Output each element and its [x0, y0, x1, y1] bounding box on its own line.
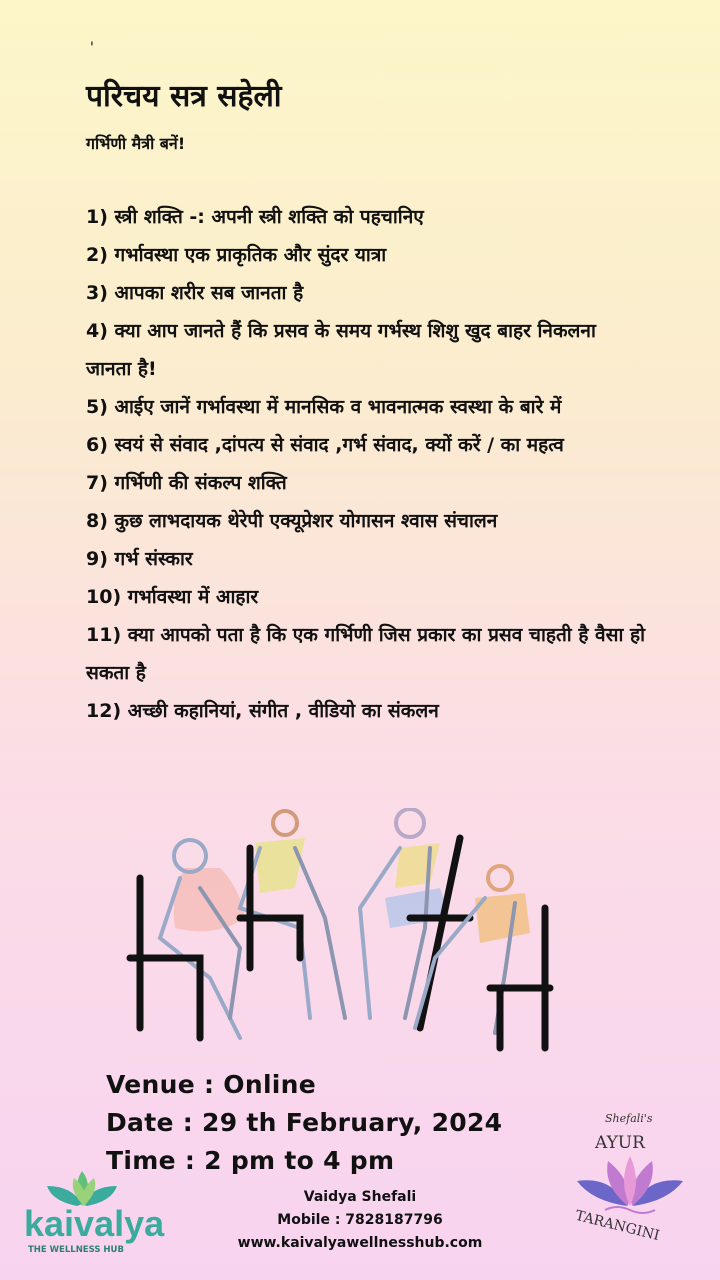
women-circle-illustration — [120, 808, 560, 1058]
ayur-tarangini-logo — [565, 1106, 700, 1256]
topic-list — [86, 198, 646, 730]
venue-text: Venue : Online — [106, 1070, 317, 1099]
list-item: 2) गर्भावस्था एक प्राकृतिक और सुंदर यात्रा — [86, 244, 387, 266]
list-item: 5) आईए जानें गर्भावस्था में मानसिक व भावनात्मक स्वस्था के बारे में — [86, 396, 562, 418]
header-mark: ' — [90, 40, 94, 56]
seated-woman-figure — [360, 809, 470, 1028]
list-item: 6) स्वयं से संवाद ,दांपत्य से संवाद ,गर्भ संवाद, क्यों करें / का महत्व — [86, 434, 564, 456]
contact-block — [210, 1186, 510, 1255]
list-item: 8) कुछ लाभदायक थेरेपी एक्यूप्रेशर योगासन श्वास संचालन — [86, 510, 498, 532]
list-item: 12) अच्छी कहानियां, संगीत , वीडियो का संकलन — [86, 700, 439, 722]
list-item: 3) आपका शरीर सब जानता है — [86, 282, 304, 304]
list-item: 7) गर्भिणी की संकल्प शक्ति — [86, 472, 287, 494]
list-item: 10) गर्भावस्था में आहार — [86, 586, 259, 608]
lotus-icon — [47, 1171, 117, 1206]
kaivalya-brand-text: kaivalya — [24, 1203, 165, 1244]
time-text: Time : 2 pm to 4 pm — [106, 1146, 395, 1175]
logo-top-text: Shefali's — [605, 1112, 653, 1125]
kaivalya-tagline: THE WELLNESS HUB — [28, 1245, 124, 1255]
contact-name: Vaidya Shefali — [303, 1189, 417, 1205]
contact-mobile: Mobile : 7828187796 — [277, 1212, 443, 1228]
seated-woman-figure — [240, 811, 345, 1018]
lotus-icon — [577, 1156, 683, 1213]
kaivalya-logo — [22, 1168, 192, 1258]
page-title: परिचय सत्र सहेली — [86, 79, 282, 114]
list-item: 11) क्या आपको पता है कि एक गर्भिणी जिस प्रकार का प्रसव चाहती है वैसा हो सकता है — [86, 624, 645, 684]
contact-website[interactable]: www.kaivalyawellnesshub.com — [237, 1235, 483, 1251]
list-item: 9) गर्भ संस्कार — [86, 548, 193, 570]
page-subtitle: गर्भिणी मैत्री बनें! — [86, 134, 186, 153]
date-text: Date : 29 th February, 2024 — [106, 1108, 503, 1137]
list-item: 1) स्त्री शक्ति -: अपनी स्त्री शक्ति को पहचानिए — [86, 206, 424, 228]
seated-woman-figure — [130, 840, 245, 1038]
logo-tarangini-text: TARANGINI — [573, 1207, 661, 1245]
logo-ayur-text: AYUR — [595, 1133, 645, 1153]
event-details — [106, 1066, 502, 1180]
list-item: 4) क्या आप जानते हैं कि प्रसव के समय गर्भस्थ शिशु खुद बाहर निकलना जानता है! — [86, 320, 596, 380]
